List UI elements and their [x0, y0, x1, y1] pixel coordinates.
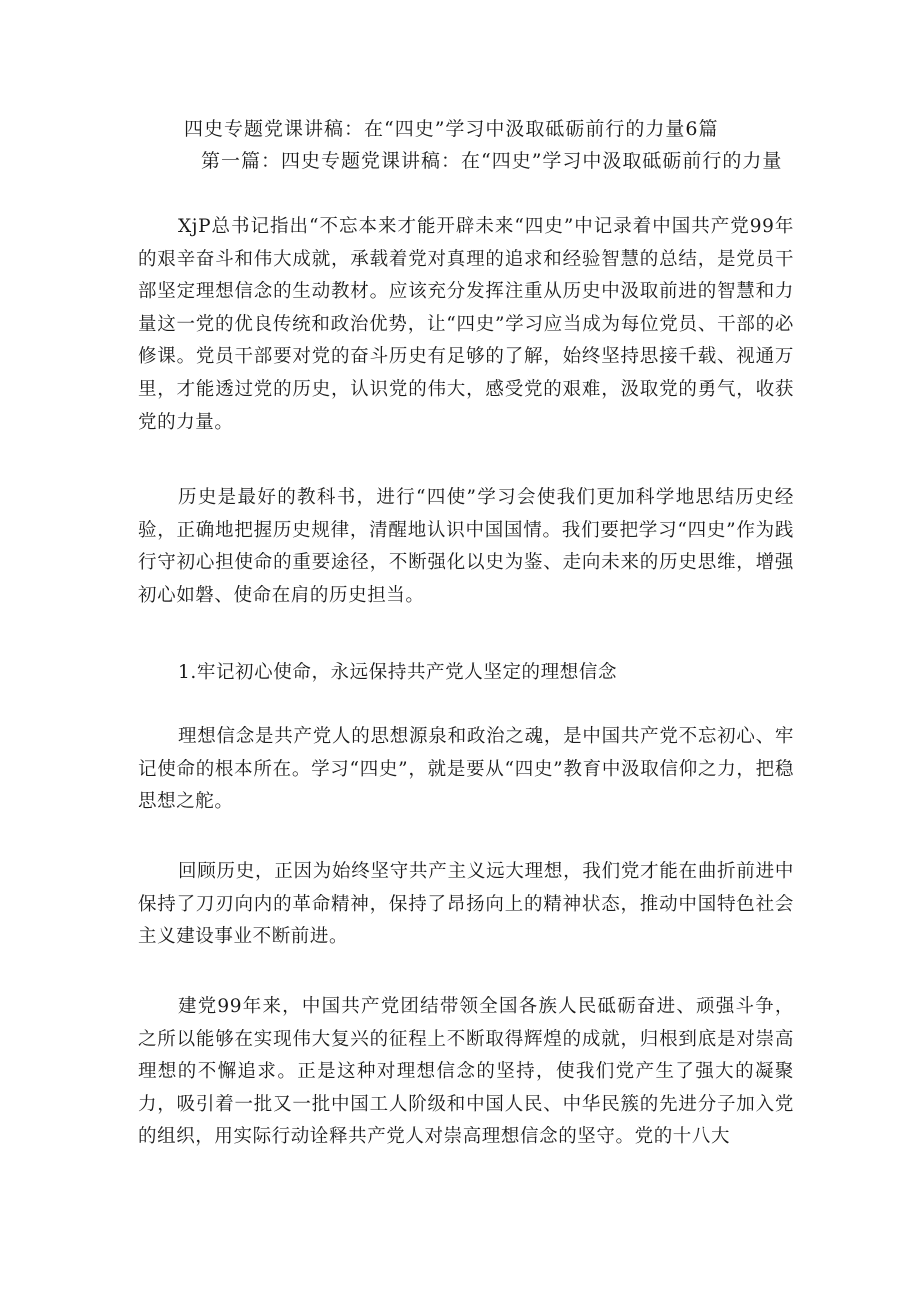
- document-title: 四史专题党课讲稿：在“四史”学习中汲取砥砺前行的力量6篇: [184, 118, 719, 140]
- section-heading-1: 1.牢记初心使命，永远保持共产党人坚定的理想信念: [178, 662, 618, 683]
- paragraph-intro: XjP总书记指出“不忘本来才能开辟未来“四史”中记录着中国共产党99年的艰辛奋斗和伟大成就，承载着党对真理的追求和经验智慧的总结，是党员干部坚定理想信念的生动教材。应该充分发挥注重从历史中汲取前进的智慧和力量这一党的优良传统和政治优势，让“四史”学习应当成为每位党员、干部的必修课。党员干部要对党的奋斗历史有足够的了解，始终坚持思接千载、视通万里，才能透过党的历史，认识党的伟大，感受党的艰难，汲取党的勇气，收获党的力量。: [138, 216, 794, 433]
- paragraph-party-99-years: 建党99年来，中国共产党团结带领全国各族人民砥砺奋进、顽强斗争，之所以能够在实现伟大复兴的征程上不断取得辉煌的成就，归根到底是对崇高理想的不懈追求。正是这种对理想信念的坚持，使我们党产生了强大的凝聚力，吸引着一批又一批中国工人阶级和中国人民、中华民簇的先进分子加入党的组织，用实际行动诠释共产党人对崇高理想信念的坚守。党的十八大: [138, 996, 794, 1148]
- paragraph-history-textbook: 历史是最好的教科书，进行“四使”学习会使我们更加科学地思结历史经验，正确地把握历史规律，清醒地认识中国国情。我们要把学习“四史”作为践行守初心担使命的重要途径，不断强化以史为鉴、走向未来的历史思维，增强初心如磐、使命在肩的历史担当。: [138, 487, 794, 606]
- chapter-heading: 第一篇：四史专题党课讲稿：在“四史”学习中汲取砥砺前行的力量: [201, 150, 783, 172]
- paragraph-review-history: 回顾历史，正因为始终坚守共产主义远大理想，我们党才能在曲折前进中保持了刀刃向内的革命精神，保持了昂扬向上的精神状态，推动中国特色社会主义建设事业不断前进。: [138, 861, 794, 948]
- paragraph-ideals: 理想信念是共产党人的思想源泉和政治之魂，是中国共产党不忘初心、牢记使命的根本所在。学习“四史”，就是要从“四史”教育中汲取信仰之力，把稳思想之舵。: [138, 726, 794, 813]
